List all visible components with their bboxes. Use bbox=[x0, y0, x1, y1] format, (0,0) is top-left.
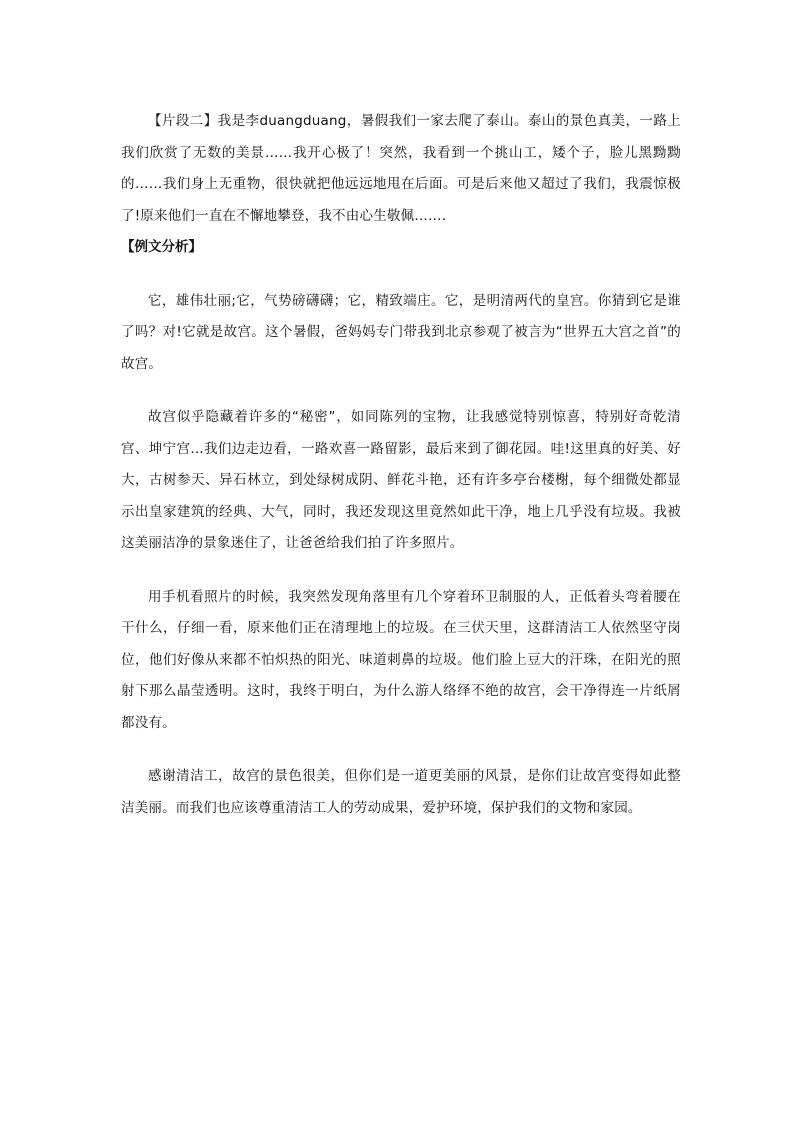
essay-paragraph-3: 用手机看照片的时候，我突然发现角落里有几个穿着环卫制服的人，正低着头弯着腰在干什么，仔细一看，原来他们正在清理地上的垃圾。在三伏天里，这群清洁工人依然坚守岗位，他们好像从来都不怕炽热的阳光、味道刺鼻的垃圾。他们脸上豆大的汗珠，在阳光的照射下那么晶莹透明。这时，我终于明白，为什么游人络绎不绝的故宫，会干净得连一片纸屑都没有。 bbox=[121, 588, 681, 731]
essay-paragraph-2: 故宫似乎隐藏着许多的“秘密”，如同陈列的宝物，让我感觉特别惊喜，特别好奇乾清宫、坤宁宫...我们边走边看，一路欢喜一路留影，最后来到了御花园。哇!这里真的好美、好大，古树参天、异石林立，到处绿树成阴、鲜花斗艳，还有许多亭台楼榭，每个细微处都显示出皇家建筑的经典、大气，同时，我还发现这里竟然如此干净，地上几乎没有垃圾。我被这美丽洁净的景象迷住了，让爸爸给我们拍了许多照片。 bbox=[121, 409, 681, 551]
document-page bbox=[121, 106, 681, 824]
essay-paragraph-4: 感谢清洁工，故宫的景色很美，但你们是一道更美丽的风景，是你们让故宫变得如此整洁美丽。而我们也应该尊重清洁工人的劳动成果，爱护环境，保护我们的文物和家园。 bbox=[121, 768, 681, 816]
fragment-two-paragraph: 【片段二】我是李duangduang，暑假我们一家去爬了泰山。泰山的景色真美，一路上我们欣赏了无数的美景……我开心极了！突然，我看到一个挑山工，矮个子，脸儿黑黝黝的……我们身上无重物，很快就把他远远地甩在后面。可是后来他又超过了我们，我震惊极了!原来他们一直在不懈地攀登，我不由心生敬佩……. bbox=[121, 113, 681, 224]
essay-paragraph-1: 它，雄伟壮丽;它，气势磅礴礴；它，精致端庄。它，是明清两代的皇宫。你猜到它是谁了吗？对!它就是故宫。这个暑假，爸妈妈专门带我到北京参观了被言为“世界五大宫之首”的故宫。 bbox=[121, 292, 681, 372]
analysis-heading: 【例文分析】 bbox=[121, 239, 202, 255]
